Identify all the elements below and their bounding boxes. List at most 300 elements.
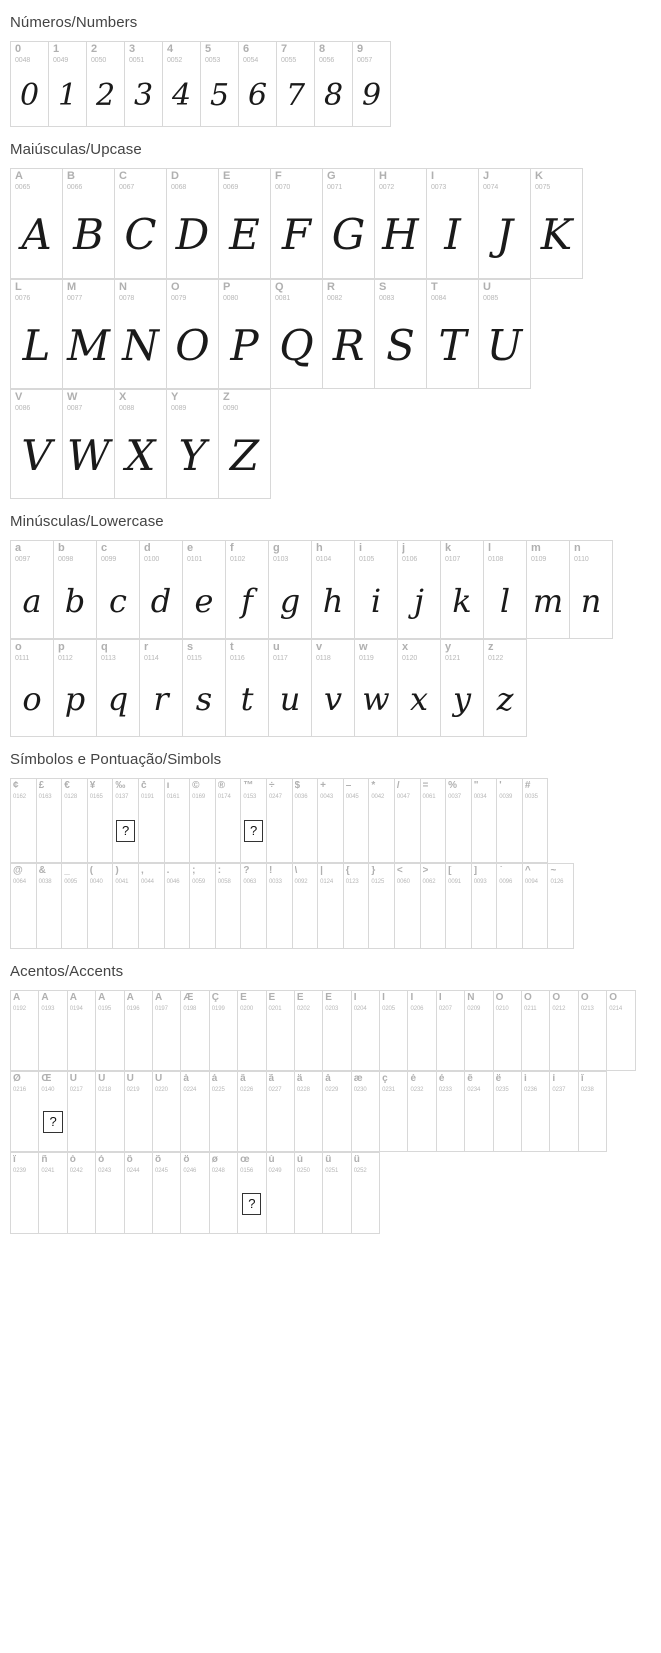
glyph-char-label: @ — [13, 866, 23, 877]
glyph-code-label: 0083 — [379, 294, 395, 302]
glyph-code-label: 0197 — [154, 1005, 168, 1012]
glyph-code-label: 0205 — [382, 1005, 396, 1012]
glyph-cell[interactable] — [88, 863, 114, 948]
glyph-cell[interactable] — [190, 778, 216, 863]
glyph-cell[interactable] — [312, 540, 355, 638]
glyph-cell[interactable] — [226, 639, 269, 737]
glyph-cell[interactable] — [344, 778, 370, 863]
glyph-cell[interactable] — [421, 778, 447, 863]
glyph-preview: K — [540, 210, 573, 260]
glyph-char-label: l — [488, 543, 492, 555]
glyph-meta — [277, 42, 314, 64]
glyph-preview — [437, 1093, 464, 1151]
glyph-cell[interactable] — [550, 1071, 578, 1152]
glyph-cell[interactable] — [267, 778, 293, 863]
glyph-meta — [267, 864, 292, 885]
glyph-preview — [494, 1093, 521, 1151]
glyph-cell[interactable] — [408, 990, 436, 1071]
glyph-code-label: 0098 — [58, 556, 74, 564]
glyph-cell[interactable] — [49, 41, 87, 127]
glyph-char-label: P — [223, 281, 231, 293]
glyph-code-label: 0056 — [319, 57, 335, 64]
glyph-cell[interactable] — [210, 1152, 238, 1233]
glyph-cell[interactable] — [479, 279, 531, 389]
glyph-cell[interactable] — [139, 778, 165, 863]
glyph-code-label: 0249 — [268, 1168, 282, 1175]
glyph-meta — [140, 541, 182, 563]
glyph-preview — [39, 1012, 66, 1070]
glyph-code-label: 0211 — [524, 1005, 537, 1012]
glyph-cell[interactable] — [398, 639, 441, 737]
glyph-cell[interactable] — [62, 778, 88, 863]
glyph-cell[interactable] — [522, 1071, 550, 1152]
glyph-cell[interactable] — [267, 1152, 295, 1233]
glyph-cell[interactable] — [11, 1152, 39, 1233]
glyph-char-label: ó — [98, 1155, 105, 1166]
glyph-meta — [375, 280, 426, 302]
glyph-meta — [352, 1153, 379, 1174]
glyph-meta — [323, 991, 350, 1012]
glyph-cell[interactable] — [472, 863, 498, 948]
glyph-meta — [11, 541, 53, 563]
glyph-char-label: = — [422, 781, 429, 792]
glyph-cell[interactable] — [139, 863, 165, 948]
glyph-code-label: 0242 — [69, 1168, 83, 1175]
glyph-char-label: h — [316, 543, 323, 555]
glyph-cell[interactable] — [113, 863, 139, 948]
glyph-code-label: 0247 — [268, 794, 282, 801]
glyph-preview — [125, 1093, 152, 1151]
glyph-cell[interactable] — [465, 1071, 493, 1152]
glyph-preview: E — [229, 210, 260, 260]
glyph-preview: v — [323, 680, 343, 719]
glyph-cell[interactable] — [125, 41, 163, 127]
glyph-cell[interactable] — [437, 1071, 465, 1152]
glyph-cell[interactable] — [497, 863, 523, 948]
glyph-cell[interactable] — [63, 279, 115, 389]
glyph-preview: 0 — [19, 77, 40, 113]
glyph-cell[interactable] — [267, 990, 295, 1071]
glyph-cell[interactable] — [380, 1071, 408, 1152]
glyph-cell[interactable] — [11, 279, 63, 389]
glyph-cell[interactable] — [323, 1071, 351, 1152]
glyph-meta — [315, 42, 352, 64]
glyph-cell[interactable] — [210, 990, 238, 1071]
glyph-cell[interactable] — [165, 863, 191, 948]
glyph-code-label: 0203 — [325, 1005, 339, 1012]
glyph-char-label: Ê — [296, 992, 304, 1003]
glyph-cell[interactable] — [239, 41, 277, 127]
glyph-code-label: 0082 — [327, 294, 343, 302]
glyph-cell[interactable] — [54, 540, 97, 638]
glyph-code-label: 0061 — [422, 794, 436, 801]
glyph-cell[interactable] — [165, 778, 191, 863]
glyph-char-label: ^ — [524, 866, 531, 877]
glyph-cell[interactable] — [238, 1071, 266, 1152]
glyph-cell[interactable] — [62, 863, 88, 948]
glyph-char-label: Ú — [98, 1073, 106, 1084]
glyph-cell[interactable] — [446, 863, 472, 948]
glyph-cell[interactable] — [190, 863, 216, 948]
glyph-char-label: p — [58, 641, 65, 653]
glyph-cell[interactable] — [293, 863, 319, 948]
glyph-code-label: 0248 — [211, 1168, 225, 1175]
glyph-cell[interactable] — [181, 990, 209, 1071]
glyph-cell[interactable] — [295, 1071, 323, 1152]
glyph-code-label: 0251 — [325, 1168, 339, 1175]
glyph-cell[interactable] — [395, 778, 421, 863]
glyph-cell[interactable] — [277, 41, 315, 127]
glyph-preview — [323, 1012, 350, 1070]
glyph-cell[interactable] — [579, 1071, 607, 1152]
glyph-cell[interactable] — [11, 990, 39, 1071]
glyph-cell[interactable] — [352, 1152, 380, 1233]
glyph-char-label: e — [187, 543, 194, 555]
glyph-cell[interactable] — [352, 990, 380, 1071]
glyph-cell[interactable] — [494, 1071, 522, 1152]
glyph-cell[interactable] — [408, 1071, 436, 1152]
glyph-cell[interactable] — [39, 1152, 67, 1233]
glyph-char-label: V — [15, 392, 23, 404]
glyph-meta — [96, 1153, 123, 1174]
glyph-char-label: m — [531, 543, 541, 555]
glyph-cell[interactable] — [68, 990, 96, 1071]
glyph-meta — [398, 640, 440, 662]
glyph-preview: T — [438, 320, 467, 370]
glyph-cell[interactable] — [497, 778, 523, 863]
glyph-cell[interactable] — [11, 639, 54, 737]
glyph-cell[interactable] — [241, 778, 267, 863]
glyph-cell[interactable] — [125, 990, 153, 1071]
glyph-code-label: 0112 — [58, 654, 73, 662]
glyph-cell[interactable] — [427, 279, 479, 389]
glyph-preview — [238, 1012, 265, 1070]
glyph-char-label: Ä — [126, 992, 134, 1003]
glyph-preview: y — [452, 680, 472, 719]
glyph-preview: O — [175, 320, 210, 370]
glyph-cell[interactable] — [54, 639, 97, 737]
glyph-cell[interactable] — [63, 389, 115, 499]
glyph-cell[interactable] — [39, 1071, 67, 1152]
glyph-char-label: / — [396, 781, 400, 792]
glyph-cell[interactable] — [216, 863, 242, 948]
glyph-cell[interactable] — [472, 778, 498, 863]
glyph-cell[interactable] — [140, 639, 183, 737]
glyph-cell[interactable] — [323, 279, 375, 389]
glyph-meta — [522, 1072, 549, 1093]
glyph-cell[interactable] — [267, 863, 293, 948]
glyph-code-label: 0097 — [15, 556, 31, 564]
glyph-meta — [216, 779, 241, 800]
glyph-cell[interactable] — [269, 639, 312, 737]
glyph-preview — [139, 800, 164, 862]
glyph-cell[interactable] — [11, 863, 37, 948]
glyph-code-label: 0121 — [445, 654, 461, 662]
section-title: Símbolos e Pontuação/Simbols — [10, 751, 222, 769]
glyph-cell[interactable] — [68, 1071, 96, 1152]
glyph-preview: l — [499, 581, 511, 620]
glyph-cell[interactable] — [323, 168, 375, 278]
glyph-section — [0, 127, 661, 499]
glyph-cell[interactable] — [375, 279, 427, 389]
glyph-meta — [11, 390, 62, 412]
glyph-preview — [267, 1093, 294, 1151]
glyph-cell[interactable] — [87, 41, 125, 127]
glyph-cell[interactable] — [355, 639, 398, 737]
glyph-cell[interactable] — [323, 1152, 351, 1233]
glyph-cell[interactable] — [125, 1152, 153, 1233]
glyph-cell[interactable] — [68, 1152, 96, 1233]
glyph-cell[interactable] — [527, 540, 570, 638]
glyph-preview — [472, 886, 497, 948]
glyph-cell[interactable] — [523, 778, 549, 863]
glyph-cell[interactable] — [312, 639, 355, 737]
glyph-cell[interactable] — [88, 778, 114, 863]
glyph-cell[interactable] — [241, 863, 267, 948]
glyph-code-label: 0067 — [119, 184, 135, 192]
glyph-code-label: 0122 — [488, 654, 504, 662]
glyph-cell[interactable] — [96, 1152, 124, 1233]
glyph-code-label: 0110 — [574, 556, 589, 564]
glyph-preview: R — [332, 320, 365, 370]
glyph-cell[interactable] — [97, 639, 140, 737]
glyph-cell[interactable] — [318, 778, 344, 863]
glyph-meta — [183, 541, 225, 563]
glyph-cell[interactable] — [441, 540, 484, 638]
glyph-preview: 8 — [323, 77, 344, 113]
glyph-cell[interactable] — [11, 389, 63, 499]
glyph-char-label: W — [67, 392, 78, 404]
glyph-cell[interactable] — [238, 990, 266, 1071]
glyph-cell[interactable] — [295, 1152, 323, 1233]
glyph-meta — [49, 42, 86, 64]
glyph-cell[interactable] — [97, 540, 140, 638]
glyph-cell[interactable] — [11, 778, 37, 863]
glyph-cell[interactable] — [153, 1071, 181, 1152]
glyph-cell[interactable] — [441, 639, 484, 737]
glyph-cell[interactable] — [63, 168, 115, 278]
glyph-cell[interactable] — [153, 990, 181, 1071]
glyph-code-label: 0245 — [154, 1168, 168, 1175]
glyph-cell[interactable] — [531, 168, 583, 278]
glyph-meta — [97, 640, 139, 662]
glyph-char-label: D — [171, 171, 179, 183]
glyph-cell[interactable] — [183, 639, 226, 737]
glyph-cell[interactable] — [11, 1071, 39, 1152]
glyph-char-label: + — [320, 781, 326, 792]
glyph-preview — [550, 1093, 577, 1151]
glyph-char-label: ™ — [243, 781, 254, 792]
glyph-cell[interactable] — [96, 1071, 124, 1152]
glyph-preview: 6 — [247, 77, 268, 113]
glyph-cell[interactable] — [315, 41, 353, 127]
glyph-meta — [140, 640, 182, 662]
glyph-char-label: é — [438, 1073, 445, 1084]
glyph-cell[interactable] — [269, 540, 312, 638]
glyph-cell[interactable] — [352, 1071, 380, 1152]
glyph-char-label: j — [402, 543, 406, 555]
glyph-meta — [216, 864, 241, 885]
glyph-preview: 3 — [133, 77, 154, 113]
glyph-cell[interactable] — [446, 778, 472, 863]
glyph-cell[interactable] — [465, 990, 493, 1071]
glyph-preview — [37, 886, 62, 948]
glyph-preview: f — [241, 581, 253, 620]
glyph-preview: j — [414, 581, 424, 620]
glyph-cell[interactable] — [167, 168, 219, 278]
glyph-cell[interactable] — [140, 540, 183, 638]
glyph-cell[interactable] — [395, 863, 421, 948]
glyph-char-label: Ó — [524, 992, 532, 1003]
glyph-char-label: x — [402, 641, 409, 653]
glyph-cell[interactable] — [271, 279, 323, 389]
glyph-cell[interactable] — [318, 863, 344, 948]
glyph-cell[interactable] — [37, 863, 63, 948]
glyph-cell[interactable] — [494, 990, 522, 1071]
glyph-grid — [0, 990, 661, 1234]
glyph-preview: P — [230, 320, 259, 370]
glyph-cell[interactable] — [115, 389, 167, 499]
glyph-cell[interactable] — [398, 540, 441, 638]
glyph-cell[interactable] — [11, 168, 63, 278]
glyph-code-label: 0070 — [275, 184, 291, 192]
glyph-char-label: É — [268, 992, 276, 1003]
glyph-cell[interactable] — [323, 990, 351, 1071]
glyph-cell[interactable] — [11, 41, 49, 127]
glyph-cell[interactable] — [570, 540, 613, 638]
glyph-cell[interactable] — [96, 990, 124, 1071]
glyph-code-label: 0232 — [410, 1086, 424, 1093]
glyph-cell[interactable] — [226, 540, 269, 638]
glyph-cell[interactable] — [353, 41, 391, 127]
glyph-meta — [210, 1153, 237, 1174]
glyph-code-label: 0105 — [359, 556, 375, 564]
glyph-cell[interactable] — [548, 863, 574, 948]
glyph-char-label: 1 — [53, 44, 60, 55]
glyph-cell[interactable] — [437, 990, 465, 1071]
glyph-preview: r — [153, 680, 169, 719]
glyph-meta — [11, 864, 36, 885]
glyph-meta — [380, 991, 407, 1012]
glyph-preview: M — [66, 320, 110, 370]
glyph-cell[interactable] — [167, 279, 219, 389]
glyph-char-label: á — [211, 1073, 218, 1084]
glyph-code-label: 0035 — [524, 794, 538, 801]
glyph-preview — [210, 1012, 237, 1070]
glyph-cell[interactable] — [167, 389, 219, 499]
glyph-cell[interactable] — [115, 168, 167, 278]
glyph-meta — [427, 280, 478, 302]
glyph-cell[interactable] — [267, 1071, 295, 1152]
glyph-cell[interactable] — [427, 168, 479, 278]
glyph-cell[interactable] — [210, 1071, 238, 1152]
glyph-cell[interactable] — [579, 990, 607, 1071]
glyph-cell[interactable] — [181, 1152, 209, 1233]
glyph-preview: A — [21, 210, 52, 260]
glyph-code-label: 0210 — [495, 1005, 509, 1012]
glyph-cell[interactable] — [295, 990, 323, 1071]
glyph-cell[interactable] — [484, 639, 527, 737]
glyph-preview: C — [124, 210, 157, 260]
glyph-cell[interactable] — [522, 990, 550, 1071]
glyph-cell[interactable] — [238, 1152, 266, 1233]
glyph-meta — [427, 169, 478, 191]
glyph-cell[interactable] — [523, 863, 549, 948]
glyph-meta — [96, 1072, 123, 1093]
glyph-char-label: Ñ — [467, 992, 475, 1003]
glyph-char-label: Ü — [154, 1073, 163, 1084]
glyph-cell[interactable] — [153, 1152, 181, 1233]
glyph-cell[interactable] — [479, 168, 531, 278]
glyph-cell[interactable] — [181, 1071, 209, 1152]
glyph-cell[interactable] — [216, 778, 242, 863]
glyph-char-label: X — [119, 392, 127, 404]
glyph-code-label: 0198 — [183, 1005, 197, 1012]
glyph-cell[interactable] — [163, 41, 201, 127]
glyph-code-label: 0207 — [438, 1005, 452, 1012]
glyph-preview — [153, 1175, 180, 1233]
glyph-cell[interactable] — [421, 863, 447, 948]
glyph-preview: e — [194, 581, 214, 620]
glyph-meta — [125, 1072, 152, 1093]
glyph-cell[interactable] — [369, 863, 395, 948]
glyph-char-label: ~ — [550, 866, 557, 877]
glyph-meta — [323, 1153, 350, 1174]
missing-glyph-icon: ? — [43, 1111, 62, 1133]
glyph-code-label: 0090 — [223, 405, 239, 413]
glyph-meta — [523, 779, 548, 800]
glyph-cell[interactable] — [375, 168, 427, 278]
glyph-cell[interactable] — [369, 778, 395, 863]
glyph-char-label: ü — [353, 1155, 360, 1166]
glyph-char-label: ¥ — [89, 781, 96, 792]
glyph-char-label: ë — [495, 1073, 502, 1084]
glyph-cell[interactable] — [115, 279, 167, 389]
glyph-cell[interactable] — [219, 168, 271, 278]
glyph-code-label: 0238 — [580, 1086, 594, 1093]
glyph-cell[interactable] — [355, 540, 398, 638]
glyph-preview — [446, 800, 471, 862]
glyph-cell[interactable] — [271, 168, 323, 278]
glyph-preview — [267, 886, 292, 948]
glyph-code-label: 0218 — [98, 1086, 112, 1093]
glyph-char-label: d — [144, 543, 151, 555]
glyph-cell[interactable] — [37, 778, 63, 863]
glyph-cell[interactable] — [219, 389, 271, 499]
glyph-meta — [408, 1072, 435, 1093]
glyph-char-label: L — [15, 281, 22, 293]
glyph-section — [0, 499, 661, 737]
glyph-cell[interactable] — [39, 990, 67, 1071]
glyph-cell[interactable] — [201, 41, 239, 127]
glyph-meta — [63, 390, 114, 412]
glyph-cell[interactable] — [183, 540, 226, 638]
glyph-cell[interactable] — [219, 279, 271, 389]
glyph-cell[interactable] — [607, 990, 635, 1071]
glyph-cell[interactable] — [113, 778, 139, 863]
glyph-cell[interactable] — [484, 540, 527, 638]
glyph-code-label: 0088 — [119, 405, 135, 413]
glyph-cell[interactable] — [11, 540, 54, 638]
glyph-cell[interactable] — [344, 863, 370, 948]
glyph-cell[interactable] — [125, 1071, 153, 1152]
glyph-cell[interactable] — [380, 990, 408, 1071]
glyph-preview — [395, 886, 420, 948]
glyph-char-label: R — [327, 281, 335, 293]
glyph-code-label: 0096 — [499, 879, 513, 886]
glyph-cell[interactable] — [550, 990, 578, 1071]
glyph-cell[interactable] — [293, 778, 319, 863]
